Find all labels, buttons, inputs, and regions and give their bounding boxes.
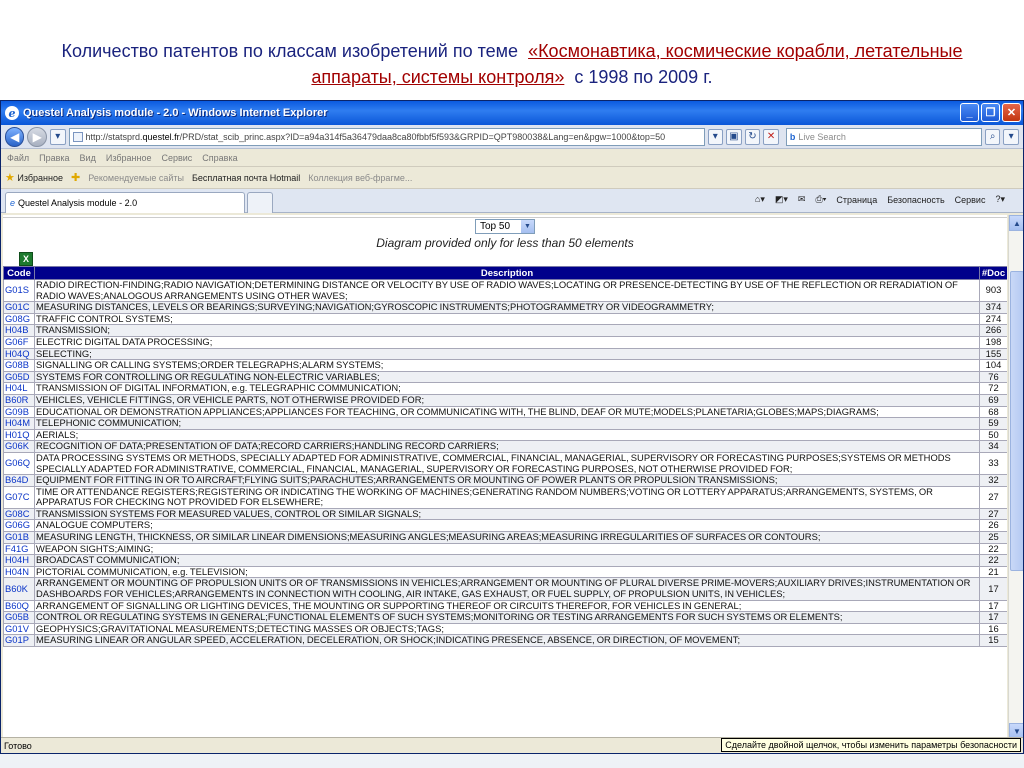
- table-row: [4, 543, 1008, 555]
- search-input[interactable]: [786, 128, 982, 146]
- table-row: [4, 555, 1008, 567]
- cell-code[interactable]: G06G: [4, 520, 35, 532]
- header-code[interactable]: Code: [4, 267, 35, 280]
- cell-description: TIME OR ATTENDANCE REGISTERS;REGISTERING OR INDICATING THE WORKING OF MACHINES;GENERATING RANDOM NUMBERS;VOTING OR LOTTERY APPARATUS;ARRANGEMENTS, SYSTEMS, OR APPARATUS FOR CHECKING NOT PROVIDED FOR ELSEWHERE;: [35, 486, 980, 508]
- top-n-value: Top 50: [480, 221, 511, 232]
- table-row: [4, 406, 1008, 418]
- cell-code[interactable]: H04L: [4, 383, 35, 395]
- menu-bar: [1, 149, 1023, 167]
- security-tooltip: Сделайте двойной щелчок, чтобы изменить параметры безопасности: [721, 738, 1021, 752]
- cell-description: BROADCAST COMMUNICATION;: [35, 555, 980, 567]
- table-row: [4, 360, 1008, 372]
- cell-description: SYSTEMS FOR CONTROLLING OR REGULATING NON-ELECTRIC VARIABLES;: [35, 371, 980, 383]
- history-dropdown-icon[interactable]: ▾: [50, 129, 66, 145]
- cell-description: EQUIPMENT FOR FITTING IN OR TO AIRCRAFT;FLYING SUITS;PARACHUTES;ARRANGEMENTS OR MOUNTING OF POWER PLANTS OR PROPULSION TRANSMISSIONS;: [35, 475, 980, 487]
- cell-code[interactable]: G01B: [4, 532, 35, 544]
- table-row: [4, 578, 1008, 600]
- cell-docs: 34: [980, 441, 1008, 453]
- table-row: [4, 383, 1008, 395]
- search-icon[interactable]: ⌕: [985, 129, 1001, 145]
- compat-view-icon[interactable]: ▣: [726, 129, 742, 145]
- cell-docs: 33: [980, 452, 1008, 474]
- cell-docs: 25: [980, 532, 1008, 544]
- table-row: [4, 325, 1008, 337]
- tab-ie-icon: e: [10, 197, 16, 208]
- help-icon[interactable]: ?▾: [995, 194, 1005, 204]
- menu-file[interactable]: Файл: [7, 152, 30, 163]
- mail-icon[interactable]: ✉: [797, 194, 806, 204]
- table-row: [4, 623, 1008, 635]
- fav-hotmail[interactable]: Бесплатная почта Hotmail: [192, 172, 301, 183]
- title-part1: Количество патентов по классам изобретений по теме: [61, 41, 519, 61]
- cell-docs: 17: [980, 612, 1008, 624]
- cell-docs: 27: [980, 508, 1008, 520]
- favorites-button[interactable]: [5, 171, 63, 184]
- address-dropdown-icon[interactable]: ▾: [708, 129, 724, 145]
- cell-code[interactable]: H04Q: [4, 348, 35, 360]
- cell-docs: 15: [980, 635, 1008, 647]
- window-titlebar[interactable]: [1, 101, 1023, 125]
- cell-code[interactable]: G01S: [4, 280, 35, 302]
- cell-description: AERIALS;: [35, 429, 980, 441]
- tab-label: Questel Analysis module - 2.0: [18, 197, 138, 208]
- tab-questel[interactable]: [5, 192, 245, 213]
- table-row: [4, 302, 1008, 314]
- close-button[interactable]: ✕: [1002, 103, 1021, 122]
- menu-tools[interactable]: Сервис: [161, 152, 193, 163]
- cell-docs: 50: [980, 429, 1008, 441]
- cell-docs: 21: [980, 566, 1008, 578]
- page-icon: [73, 132, 83, 142]
- scroll-thumb[interactable]: [1010, 271, 1024, 571]
- cell-description: WEAPON SIGHTS;AIMING;: [35, 543, 980, 555]
- search-options-icon[interactable]: ▾: [1003, 129, 1019, 145]
- cell-description: MEASURING LINEAR OR ANGULAR SPEED, ACCELERATION, DECELERATION, OR SHOCK;INDICATING PRESENCE, ABSENCE, OR DIRECTION, OF MOVEMENT;: [35, 635, 980, 647]
- cell-code[interactable]: G05D: [4, 371, 35, 383]
- cell-code[interactable]: G01P: [4, 635, 35, 647]
- print-icon[interactable]: ⎙▾: [815, 194, 827, 204]
- address-bar: [1, 125, 1023, 149]
- menu-help[interactable]: Справка: [202, 152, 238, 163]
- scroll-up-icon[interactable]: ▲: [1009, 215, 1024, 231]
- cell-code[interactable]: G01C: [4, 302, 35, 314]
- stop-icon[interactable]: ✕: [763, 129, 779, 145]
- cell-description: TRANSMISSION OF DIGITAL INFORMATION, e.g. TELEGRAPHIC COMMUNICATION;: [35, 383, 980, 395]
- cell-description: RECOGNITION OF DATA;PRESENTATION OF DATA;RECORD CARRIERS;HANDLING RECORD CARRIERS;: [35, 441, 980, 453]
- cell-docs: 68: [980, 406, 1008, 418]
- menu-edit[interactable]: Правка: [39, 152, 70, 163]
- top-n-select[interactable]: [475, 219, 535, 234]
- table-row: [4, 429, 1008, 441]
- table-header-row: [4, 267, 1008, 280]
- favorites-bar: [1, 167, 1023, 189]
- command-bar: [755, 194, 1005, 205]
- cell-code[interactable]: H04N: [4, 566, 35, 578]
- status-text: Готово: [4, 741, 32, 751]
- cell-code[interactable]: F41G: [4, 543, 35, 555]
- cell-docs: 59: [980, 418, 1008, 430]
- cell-description: TRAFFIC CONTROL SYSTEMS;: [35, 313, 980, 325]
- home-icon[interactable]: ⌂▾: [754, 194, 765, 204]
- diagram-note: Diagram provided only for less than 50 elements: [376, 236, 634, 250]
- cmd-safety[interactable]: Безопасность: [887, 194, 945, 205]
- address-rest: /PRD/stat_scib_princ.aspx?ID=a94a314f5a36479daa8ca80fbbf5f593&GRPID=QPT980038&Lang=en&pgw=1000&top=50: [179, 131, 666, 142]
- cell-code[interactable]: G05B: [4, 612, 35, 624]
- title-highlight: «Космонавтика, космические корабли, летательные аппараты, системы контроля»: [311, 41, 963, 87]
- cell-description: TRANSMISSION SYSTEMS FOR MEASURED VALUES, CONTROL OR SIMILAR SIGNALS;: [35, 508, 980, 520]
- cell-description: ARRANGEMENT OR MOUNTING OF PROPULSION UNITS OR OF TRANSMISSIONS IN VEHICLES;ARRANGEMENT OR MOUNTING OF PLURAL DIVERSE PRIME-MOVERS;AUXILIARY DRIVES;INSTRUMENTATION OR DASHBOARDS FOR VEHICLES;ARRANGEMENTS IN CONNECTION WITH COOLING, AIR INTAKE, GAS EXHAUST, OR FUEL SUPPLY, OF PROPULSION UNITS, IN VEHICLES;: [35, 578, 980, 600]
- cell-docs: 198: [980, 336, 1008, 348]
- cell-code[interactable]: H04M: [4, 418, 35, 430]
- cell-docs: 17: [980, 578, 1008, 600]
- cell-code[interactable]: G06Q: [4, 452, 35, 474]
- add-favorite-icon[interactable]: ✚: [71, 172, 81, 184]
- cell-docs: 69: [980, 394, 1008, 406]
- cell-description: TRANSMISSION;: [35, 325, 980, 337]
- cell-description: GEOPHYSICS;GRAVITATIONAL MEASUREMENTS;DETECTING MASSES OR OBJECTS;TAGS;: [35, 623, 980, 635]
- table-row: [4, 635, 1008, 647]
- cell-description: ELECTRIC DIGITAL DATA PROCESSING;: [35, 336, 980, 348]
- cell-code[interactable]: G01V: [4, 623, 35, 635]
- fav-suggested-sites[interactable]: Рекомендуемые сайты: [88, 172, 184, 183]
- cell-docs: 266: [980, 325, 1008, 337]
- cell-docs: 72: [980, 383, 1008, 395]
- new-tab-button[interactable]: [247, 192, 273, 213]
- cell-code[interactable]: H04H: [4, 555, 35, 567]
- favorites-label: Избранное: [17, 173, 64, 183]
- cmd-page[interactable]: Страница: [836, 194, 878, 205]
- table-row: [4, 336, 1008, 348]
- menu-view[interactable]: Вид: [79, 152, 96, 163]
- window-title: Questel Analysis module - 2.0 - Windows Internet Explorer: [23, 107, 328, 119]
- live-search-logo-icon: b: [789, 131, 796, 142]
- cell-docs: 27: [980, 486, 1008, 508]
- slide-title: [40, 38, 984, 90]
- status-bar: [1, 737, 1023, 754]
- tab-bar: [1, 189, 1023, 213]
- cell-description: PICTORIAL COMMUNICATION, e.g. TELEVISION;: [35, 566, 980, 578]
- table-row: [4, 566, 1008, 578]
- table-row: [4, 441, 1008, 453]
- table-row: [4, 452, 1008, 474]
- cell-description: MEASURING DISTANCES, LEVELS OR BEARINGS;SURVEYING;NAVIGATION;GYROSCOPIC INSTRUMENTS;PHOTOGRAMMETRY OR VIDEOGRAMMETRY;: [35, 302, 980, 314]
- header-docs[interactable]: #Doc: [980, 267, 1008, 280]
- top-select-row: [3, 217, 1007, 235]
- scroll-down-icon[interactable]: ▼: [1009, 723, 1024, 739]
- cell-docs: 16: [980, 623, 1008, 635]
- search-placeholder: Live Search: [798, 131, 846, 142]
- table-row: [4, 600, 1008, 612]
- cell-code[interactable]: G07C: [4, 486, 35, 508]
- cell-description: DATA PROCESSING SYSTEMS OR METHODS, SPECIALLY ADAPTED FOR ADMINISTRATIVE, COMMERCIAL, FINANCIAL, MANAGERIAL, SUPERVISORY OR FORECASTING PURPOSES;SYSTEMS OR METHODS SPECIALLY ADAPTED FOR ADMINISTRATIVE, COMMERCIAL, FINANCIAL, MANAGERIAL, SUPERVISORY OR FORECASTING PURPOSES, NOT OTHERWISE PROVIDED FOR;: [35, 452, 980, 474]
- cell-docs: 76: [980, 371, 1008, 383]
- cell-docs: 22: [980, 555, 1008, 567]
- cell-docs: 274: [980, 313, 1008, 325]
- back-button[interactable]: ◀: [5, 127, 24, 147]
- page-content: [3, 215, 1007, 739]
- cell-code[interactable]: B60R: [4, 394, 35, 406]
- table-row: [4, 348, 1008, 360]
- address-input[interactable]: [69, 128, 705, 146]
- cell-code[interactable]: G08C: [4, 508, 35, 520]
- cell-description: RADIO DIRECTION-FINDING;RADIO NAVIGATION;DETERMINING DISTANCE OR VELOCITY BY USE OF RADIO WAVES;LOCATING OR PRESENCE-DETECTING BY USE OF THE REFLECTION OR RERADIATION OF RADIO WAVES;ANALOGOUS ARRANGEMENTS USING OTHER WAVES;: [35, 280, 980, 302]
- cell-code[interactable]: G06K: [4, 441, 35, 453]
- cell-code[interactable]: B60Q: [4, 600, 35, 612]
- cell-description: VEHICLES, VEHICLE FITTINGS, OR VEHICLE PARTS, NOT OTHERWISE PROVIDED FOR;: [35, 394, 980, 406]
- table-row: [4, 520, 1008, 532]
- table-row: [4, 394, 1008, 406]
- table-row: [4, 532, 1008, 544]
- table-row: [4, 486, 1008, 508]
- cell-docs: 17: [980, 600, 1008, 612]
- vertical-scrollbar[interactable]: [1008, 215, 1024, 739]
- cell-description: SELECTING;: [35, 348, 980, 360]
- cell-description: SIGNALLING OR CALLING SYSTEMS;ORDER TELEGRAPHS;ALARM SYSTEMS;: [35, 360, 980, 372]
- address-prefix: http://statsprd.: [85, 131, 143, 142]
- cell-description: ARRANGEMENT OF SIGNALLING OR LIGHTING DEVICES, THE MOUNTING OR SUPPORTING THEREOF OR CIRCUITS THEREFOR, FOR VEHICLES IN GENERAL;: [35, 600, 980, 612]
- ie-logo-icon: e: [5, 106, 19, 120]
- cell-docs: 26: [980, 520, 1008, 532]
- cell-code[interactable]: G06F: [4, 336, 35, 348]
- cell-code[interactable]: G08G: [4, 313, 35, 325]
- cell-docs: 155: [980, 348, 1008, 360]
- cell-code[interactable]: G08B: [4, 360, 35, 372]
- fav-web-slice-gallery[interactable]: Коллекция веб-фрагме...: [308, 172, 413, 183]
- cmd-tools[interactable]: Сервис: [954, 194, 986, 205]
- cell-docs: 903: [980, 280, 1008, 302]
- menu-favorites[interactable]: Избранное: [105, 152, 152, 163]
- cell-code[interactable]: B60K: [4, 578, 35, 600]
- cell-docs: 104: [980, 360, 1008, 372]
- chevron-down-icon: ▼: [521, 220, 534, 233]
- cell-code[interactable]: H04B: [4, 325, 35, 337]
- table-row: [4, 508, 1008, 520]
- cell-description: EDUCATIONAL OR DEMONSTRATION APPLIANCES;APPLIANCES FOR TEACHING, OR COMMUNICATING WITH, THE BLIND, DEAF OR MUTE;MODELS;PLANETARIA;GLOBES;MAPS;DIAGRAMS;: [35, 406, 980, 418]
- address-domain: questel.fr: [142, 131, 180, 142]
- forward-button[interactable]: ▶: [27, 127, 46, 147]
- table-row: [4, 371, 1008, 383]
- cell-docs: 22: [980, 543, 1008, 555]
- refresh-icon[interactable]: ↻: [745, 129, 761, 145]
- header-description[interactable]: Description: [35, 267, 980, 280]
- feeds-icon[interactable]: ◩▾: [774, 194, 788, 204]
- table-row: [4, 475, 1008, 487]
- browser-window: [0, 100, 1024, 754]
- cell-docs: 374: [980, 302, 1008, 314]
- star-icon: ★: [5, 172, 15, 184]
- table-row: [4, 313, 1008, 325]
- patent-table: [3, 266, 1007, 647]
- table-row: [4, 418, 1008, 430]
- cell-code[interactable]: B64D: [4, 475, 35, 487]
- cell-description: MEASURING LENGTH, THICKNESS, OR SIMILAR LINEAR DIMENSIONS;MEASURING ANGLES;MEASURING AREAS;MEASURING IRREGULARITIES OF SURFACES OR CONTOURS;: [35, 532, 980, 544]
- maximize-button[interactable]: ❐: [981, 103, 1000, 122]
- minimize-button[interactable]: _: [960, 103, 979, 122]
- cell-code[interactable]: H01Q: [4, 429, 35, 441]
- title-part2: с 1998 по 2009 г.: [574, 67, 713, 87]
- excel-icon[interactable]: X: [19, 252, 33, 266]
- cell-description: ANALOGUE COMPUTERS;: [35, 520, 980, 532]
- cell-description: TELEPHONIC COMMUNICATION;: [35, 418, 980, 430]
- table-row: [4, 612, 1008, 624]
- table-row: [4, 280, 1008, 302]
- cell-code[interactable]: G09B: [4, 406, 35, 418]
- cell-description: CONTROL OR REGULATING SYSTEMS IN GENERAL;FUNCTIONAL ELEMENTS OF SUCH SYSTEMS;MONITORING OR TESTING ARRANGEMENTS FOR SUCH SYSTEMS OR ELEMENTS;: [35, 612, 980, 624]
- cell-docs: 32: [980, 475, 1008, 487]
